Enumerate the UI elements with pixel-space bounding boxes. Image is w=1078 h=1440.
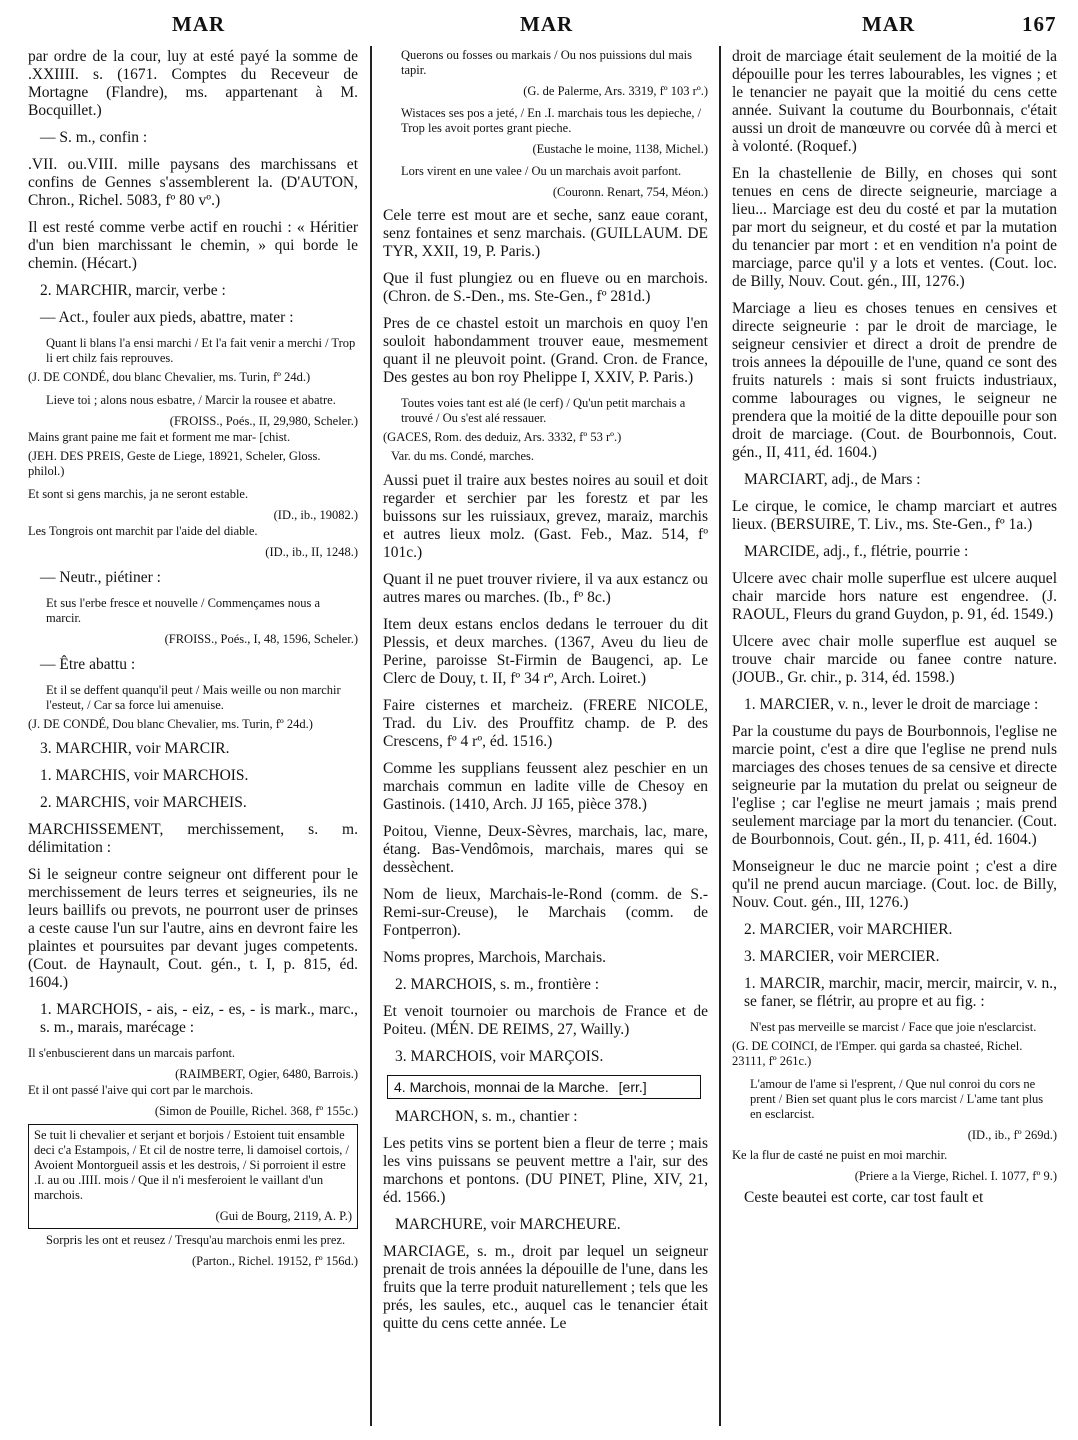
paragraph: Par la coustume du pays de Bourbonnois, l'eglise ne marcie point, c'est a dire que l'eglise ne prend nuls marciages des choses tenues de sa censive et directe seigneurie par la mutation du prelat ou seigneur de l'eglise ; car l'eglise ne meurt jamais ; mais prend seulement marciage par la mort du tenancier. (Cout. de Bourbonnois, Cout. gén., II, p. 411, éd. 1604.) [732, 723, 1057, 848]
paragraph: Les petits vins se portent bien a fleur de terre ; mais les vins puissans se peuvent mettre a l'air, sur des marchons et pontons. (DU PINET, Pline, XIV, 21, éd. 1566.) [383, 1135, 708, 1206]
entry-heading: 1. MARCHIS, voir MARCHOIS. [40, 767, 249, 784]
paragraph: Item deux estans enclos dedans le terrouer du dit Plessis, et deux marches. (1367, Aveu du lieu de Perine, paroisse St-Firmin de Baugenci, ap. Le Clerc de Douy, t. II, fº 34 rº, Arch. Loiret.) [383, 616, 708, 687]
quotation: Wistaces ses pos a jeté, / En .I. marchais tous les depieche, / Trop les avoit portes grant pieche. [401, 106, 702, 135]
annotation-box [387, 1075, 701, 1099]
quotation: Toutes voies tant est alé (le cerf) / Qu'un petit marchais a trouvé / Ou s'est alé ressauer. [401, 396, 686, 425]
column-1 [28, 48, 358, 1270]
header-left: MAR [172, 12, 226, 36]
entry-heading: MARCHON, s. m., chantier : [395, 1108, 578, 1125]
header-center: MAR [520, 12, 574, 36]
column-3 [732, 48, 1057, 1216]
sense-heading: — Act., fouler aux pieds, abattre, mater : [40, 309, 294, 326]
quotation: Ke la flur de casté ne puist en moi marchir. [732, 1148, 948, 1162]
entry-heading: MARCIART, adj., de Mars : [744, 471, 921, 488]
citation: (Simon de Pouille, Richel. 368, fº 155c.) [154, 1104, 358, 1118]
paragraph: Pres de ce chastel estoit un marchois en quoy l'en souloit habondamment trouver eaue, mesmement quant il ne pleuvoit point. (Grand. Cron. de France, Des gestes au bon roy Phelippe I, XXIV, P. Paris.) [383, 315, 708, 386]
quotation: Et il ont passé l'aive qui cort par le marchois. [28, 1083, 254, 1097]
paragraph: Que il fust plungiez ou en flueve ou en marchois. (Chron. de S.-Den., ms. Ste-Gen., fº 281d.) [383, 270, 708, 305]
citation: (ID., ib., II, 1248.) [265, 545, 358, 559]
citation: (ID., ib., fº 269d.) [967, 1128, 1057, 1142]
citation: (G. de Palerme, Ars. 3319, fº 103 rº.) [523, 84, 708, 98]
entry-heading: MARCHISSEMENT, merchissement, s. m. délimitation : [28, 821, 358, 856]
paragraph: Et venoit tournoier ou marchois de France et de Poiteu. (MÉN. DE REIMS, 27, Wailly.) [383, 1003, 708, 1038]
quotation: Lors virent en une valee / Ou un marchais avoit parfont. [401, 164, 682, 178]
entry-heading: 2. MARCHIS, voir MARCHEIS. [40, 794, 247, 811]
citation: (GACES, Rom. des deduiz, Ars. 3332, fº 53 rº.) [383, 430, 622, 444]
quotation: Et il se deffent quanqu'il peut / Mais weille ou non marchir l'esteut, / Car sa force lui amenuise. [46, 683, 341, 712]
entry-heading: 1. MARCIER, v. n., lever le droit de marciage : [744, 696, 1039, 713]
quotation: Et sus l'erbe fresce et nouvelle / Commençames nous a marcir. [46, 596, 321, 625]
paragraph: Le cirque, le comice, le champ marciart et autres lieux. (BERSUIRE, T. Liv., ms. Ste-Gen., fº 1a.) [732, 498, 1057, 533]
citation: (Parton., Richel. 19152, fº 156d.) [191, 1254, 358, 1268]
paragraph: Il est resté comme verbe actif en rouchi : « Héritier d'un bien marchissant le chemin, » qui borde le chemin. (Hécart.) [28, 219, 358, 272]
citation: (J. DE CONDÉ, Dou blanc Chevalier, ms. Turin, fº 24d.) [28, 717, 313, 731]
entry-heading: 3. MARCHOIS, voir MARÇOIS. [395, 1048, 604, 1065]
paragraph: .VII. ou.VIII. mille paysans des marchissans et confins de Gennes s'assemblerent la. (D'AUTON, Chron., Richel. 5083, fº 80 vº.) [28, 156, 358, 209]
annotation-text: 4. Marchois, monnai de la Marche. [394, 1079, 609, 1095]
paragraph: Ulcere avec chair molle superflue est auquel se trouve chair marcide ou fanee contre nature. (JOUB., Gr. chir., p. 314, éd. 1598.) [732, 633, 1057, 686]
entry-heading: 1. MARCIR, marchir, macir, mercir, maircir, v. n., se faner, se flétrir, au propre et au fig. : [744, 975, 1057, 1010]
paragraph: MARCIAGE, s. m., droit par lequel un seigneur prenait de trois années la dépouille de l'une, dans les fruits que la terre produit naturellement ; tels que les prés, les saules, etc., auquel cas le tenancier était quitte du cens cette année. Le [383, 1243, 708, 1332]
paragraph: Marciage a lieu es choses tenues en censives et directe seigneurie : par le droit de marciage, le seigneur censivier et direct a droit de prendre de trois annees la dépouille de l'une, quand ce sont des fruits naturels : mais si sont fruicts industriaux, comme labourages ou vignes, le seigneur ne prendera que la moitié de la ditte depouille pour son droit de marciage. (Cout. de Bourbonnois, Cout. gén., II, 411, éd. 1604.) [732, 300, 1057, 461]
entry-heading: 1. MARCHOIS, - ais, - eiz, - es, - is mark., marc., s. m., marais, marécage : [40, 1001, 358, 1036]
paragraph: par ordre de la cour, luy at esté payé la somme de .XXIIII. s. (1671. Comptes du Receveur de Mortagne (Flandre), ms. appartenant à M. Bocquillet.) [28, 48, 358, 119]
quotation: N'est pas merveille se marcist / Face que joie n'esclarcist. [750, 1020, 1037, 1034]
sense-heading: — Être abattu : [40, 656, 136, 673]
column-rule [719, 46, 721, 1426]
entry-heading: 2. MARCIER, voir MARCHIER. [744, 921, 953, 938]
citation: (J. DE CONDÉ, dou blanc Chevalier, ms. Turin, fº 24d.) [28, 370, 311, 384]
paragraph: Ulcere avec chair molle superflue est ulcere auquel chair marcide hors nature est engendree. (J. RAOUL, Fleurs du grand Guydon, p. 91, éd. 1549.) [732, 570, 1057, 623]
paragraph: Ceste beautei est corte, car tost fault et [744, 1189, 984, 1206]
citation: (Couronn. Renart, 754, Méon.) [552, 185, 708, 199]
paragraph: Noms propres, Marchois, Marchais. [383, 949, 606, 966]
boxed-quotation [28, 1124, 358, 1229]
annotation-tag: [err.] [618, 1079, 647, 1095]
quotation: Lieve toi ; alons nous esbatre, / Marcir la rousee et abatre. [46, 393, 336, 407]
sense-heading: — Neutr., piétiner : [40, 569, 161, 586]
header-right: MAR [862, 12, 916, 36]
entry-heading: MARCHURE, voir MARCHEURE. [395, 1216, 621, 1233]
paragraph: Aussi puet il traire aux bestes noires au souil et doit regarder et serchier par les forestz et par les buissons sur les ruissiaux, grevez, maraiz, marchis et autres lieux molz. (Gast. Feb., Maz. 514, fº 101c.) [383, 472, 708, 561]
citation: (Gui de Bourg, 2119, A. P.) [215, 1209, 352, 1223]
citation: (FROISS., Poés., I, 48, 1596, Scheler.) [164, 632, 358, 646]
paragraph: Monseigneur le duc ne marcie point ; c'est a dire qu'il ne prend aucun marciage. (Cout. loc. de Billy, Nouv. Cout. gén., III, 1276.) [732, 858, 1057, 911]
paragraph: Cele terre est mout are et seche, sanz eaue corant, senz fontaines et senz marchais. (GUILLAUM. DE TYR, XXII, 19, P. Paris.) [383, 207, 708, 260]
quotation: Et sont si gens marchis, ja ne seront estable. [28, 487, 249, 501]
paragraph: Nom de lieux, Marchais-le-Rond (comm. de S.-Remi-sur-Creuse), le Marchais (comm. de Fontperron). [383, 886, 708, 939]
citation: (Priere a la Vierge, Richel. I. 1077, fº 9.) [854, 1169, 1057, 1183]
paragraph: Comme les supplians feussent alez peschier en un marchais commun en ladite ville de Chesoy en Gastinois. (1410, Arch. JJ 165, pièce 378.) [383, 760, 708, 813]
paragraph: Faire cisternes et marcheiz. (FRERE NICOLE, Trad. du Liv. des Prouffitz champ. de P. des Crescens, fº 4 rº, éd. 1516.) [383, 697, 708, 750]
quotation: Les Tongrois ont marchit par l'aide del diable. [28, 524, 258, 538]
sense-heading: — S. m., confin : [40, 129, 148, 146]
column-2 [383, 48, 708, 1342]
quotation: Sorpris les ont et reusez / Tresqu'au marchois enmi les prez. [46, 1233, 346, 1247]
quotation: Il s'enbuscierent dans un marcais parfont. [28, 1046, 236, 1060]
citation: (ID., ib., 19082.) [273, 508, 358, 522]
quotation: Se tuit li chevalier et serjant et borjois / Estoient tuit ensamble deci c'a Estampois, / Et cil de nostre terre, li damoisel cortois, / Avoient Montorgueil assis et les destrois, / Si porroient il estre .I. au ou .IIII. mois / Que il n'i mesferoient le vaillant d'un marchois. [34, 1128, 350, 1202]
paragraph: Quant il ne puet trouver riviere, il va aux estancz ou autres mares ou marches. (Ib., fº 8c.) [383, 571, 708, 606]
citation: (Eustache le moine, 1138, Michel.) [532, 142, 708, 156]
entry-heading: 3. MARCIER, voir MERCIER. [744, 948, 940, 965]
citation: (G. DE COINCI, de l'Emper. qui garda sa chasteé, Richel. 23111, fº 261c.) [732, 1039, 1023, 1068]
paragraph: droit de marciage était seulement de la moitié de la dépouille pour les terres labourables, les vignes ; et le tenancier ne payait que la moitié du cens cette année. Suivant la coutume du Bourbonnais, c'était aussi un droit de manœuvre ou corvée dû à merci et à volonté. (Roquef.) [732, 48, 1057, 155]
variant-note: Var. du ms. Condé, marches. [391, 449, 535, 463]
quotation: Querons ou fosses ou markais / Ou nos puissions dul mais tapir. [401, 48, 692, 77]
paragraph: Si le seigneur contre seigneur ont different pour le merchissement de leurs terres et seigneuries, ils ne leurs baillifs ou prevots, ne pourront user de prinses a ceste cause l'un sur l'autre, ains en devront faire les plaintes et poursuites par devant juges competents. (Cout. de Haynault, Cout. gén., t. I, p. 815, éd. 1604.) [28, 866, 358, 991]
citation: (RAIMBERT, Ogier, 6480, Barrois.) [175, 1067, 358, 1081]
paragraph: En la chastellenie de Billy, en choses qui sont tenues en cens de directe seigneurie, marciage a lieu... Marciage est deu du costé et par la mutation par mort du seigneur, et du costé et par la mutation du tenancier par mort : et en vendition n'a point de marciage, parce qu'il y a lots et ventes. (Cout. loc. de Billy, Nouv. Cout. gén., III, 1276.) [732, 165, 1057, 290]
citation: (FROISS., Poés., II, 29,980, Scheler.) [169, 414, 358, 428]
quotation: L'amour de l'ame si l'esprent, / Que nul conroi du cors ne prent / Bien set quant plus le cors marcist / L'ame tant plus en esclarcist. [750, 1077, 1044, 1121]
entry-heading: 2. MARCHOIS, s. m., frontière : [395, 976, 600, 993]
entry-heading: 3. MARCHIR, voir MARCIR. [40, 740, 230, 757]
paragraph: Poitou, Vienne, Deux-Sèvres, marchais, lac, mare, étang. Bas-Vendômois, marchais, mares qui se dessèchent. [383, 823, 708, 876]
column-rule [370, 46, 372, 1426]
citation: (JEH. DES PREIS, Geste de Liege, 18921, Scheler, Gloss. philol.) [28, 449, 321, 478]
entry-heading: MARCIDE, adj., f., flétrie, pourrie : [744, 543, 969, 560]
entry-heading: 2. MARCHIR, marcir, verbe : [40, 282, 226, 299]
quotation: Quant li blans l'a ensi marchi / Et l'a fait venir a merchi / Trop li ert chilz fais reprouves. [46, 336, 356, 365]
quotation: Mains grant paine me fait et forment me mar- [chist. [28, 430, 291, 444]
page-number: 167 [1022, 12, 1057, 36]
